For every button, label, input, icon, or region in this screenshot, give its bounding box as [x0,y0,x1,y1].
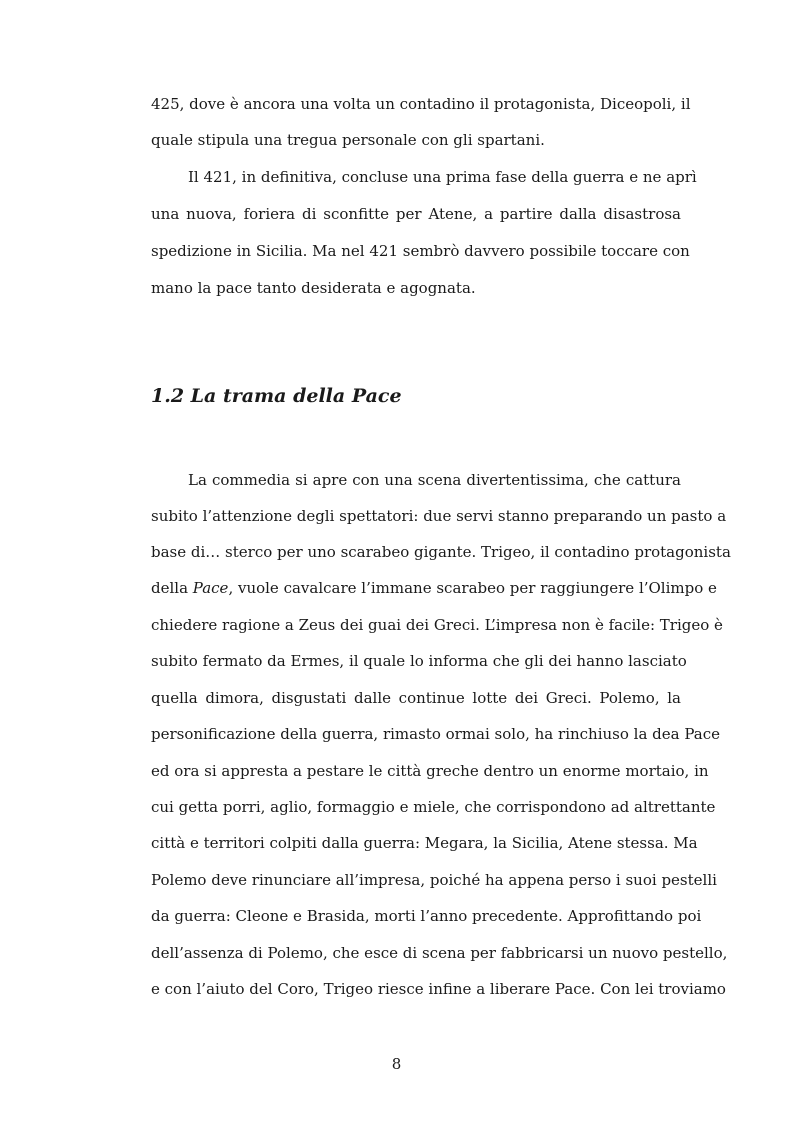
section-heading: 1.2 La trama della Pace [151,385,402,407]
text-line: personificazione della guerra, rimasto ormai solo, ha rinchiuso la dea Pace [151,725,721,743]
text-line: La commedia si apre con una scena divertentissima, che cattura [188,471,681,489]
text-line: dell’assenza di Polemo, che esce di scena per fabbricarsi un nuovo pestello, [151,944,728,962]
text-line: cui getta porri, aglio, formaggio e miele, che corrispondono ad altrettante [151,798,716,816]
text-line: spedizione in Sicilia. Ma nel 421 sembrò davvero possibile toccare con [151,242,690,260]
text-line-with-title [151,578,717,598]
text-line: chiedere ragione a Zeus dei guai dei Greci. L’impresa non è facile: Trigeo è [151,616,723,634]
text-line: città e territori colpiti dalla guerra: Megara, la Sicilia, Atene stessa. Ma [151,834,698,852]
text-line: base di… sterco per uno scarabeo gigante. Trigeo, il contadino protagonista [151,543,731,561]
text-line: e con l’aiuto del Coro, Trigeo riesce infine a liberare Pace. Con lei troviamo [151,980,726,998]
text-line: quale stipula una tregua personale con gli spartani. [151,131,545,149]
text-line: Il 421, in definitiva, concluse una prima fase della guerra e ne aprì [188,168,697,186]
text-line: da guerra: Cleone e Brasida, morti l’anno precedente. Approfittando poi [151,907,702,925]
text-line: Polemo deve rinunciare all’impresa, poiché ha appena perso i suoi pestelli [151,871,717,889]
text-line: quella dimora, disgustati dalle continue lotte dei Greci. Polemo, la [151,689,681,707]
text-line: mano la pace tanto desiderata e agognata. [151,279,476,297]
text-segment: della [151,579,193,597]
page-number: 8 [391,1055,402,1073]
text-line: subito l’attenzione degli spettatori: due servi stanno preparando un pasto a [151,507,727,525]
work-title: Pace [192,579,229,597]
text-line: subito fermato da Ermes, il quale lo informa che gli dei hanno lasciato [151,652,687,670]
text-line: una nuova, foriera di sconfitte per Atene, a partire dalla disastrosa [151,205,681,223]
text-segment: , vuole cavalcare l’immane scarabeo per raggiungere l’Olimpo e [228,579,717,597]
text-line: ed ora si appresta a pestare le città greche dentro un enorme mortaio, in [151,762,709,780]
text-line: 425, dove è ancora una volta un contadino il protagonista, Diceopoli, il [151,95,691,113]
